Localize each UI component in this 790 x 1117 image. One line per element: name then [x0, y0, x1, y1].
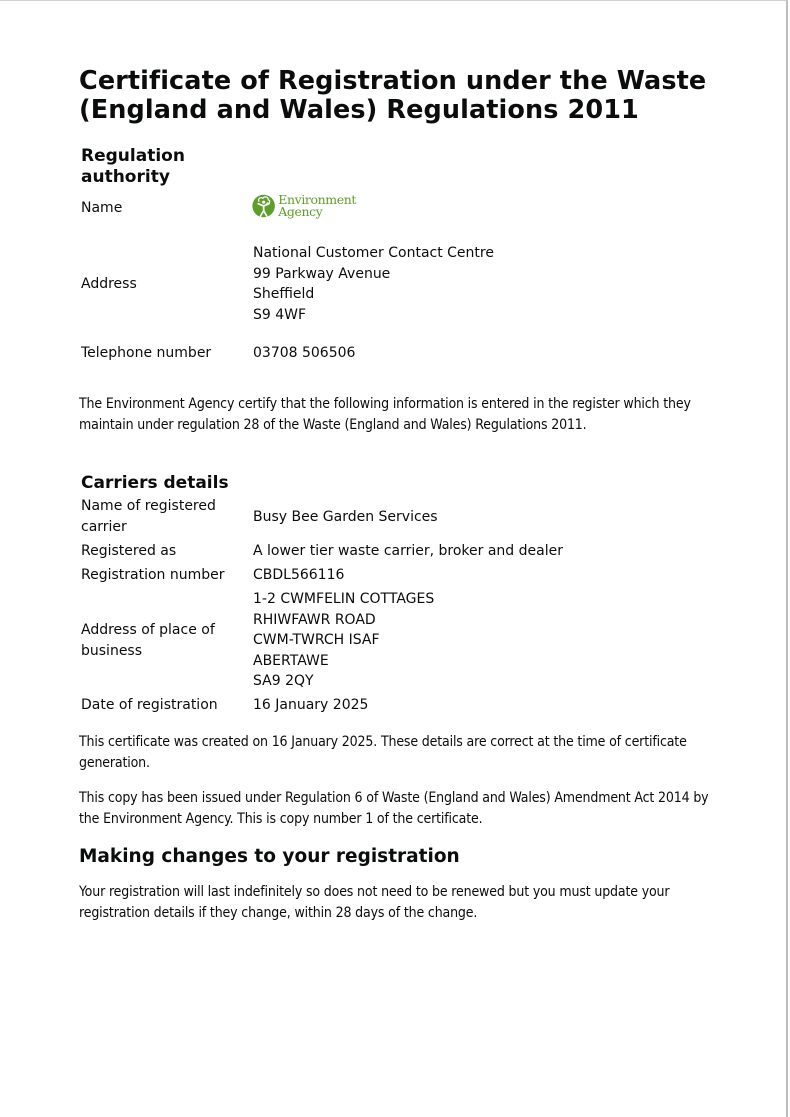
- environment-agency-logo: [252, 189, 356, 223]
- regulation-authority-heading: Regulation authority: [81, 146, 185, 187]
- telephone-value: 03708 506506: [253, 345, 356, 361]
- address-line: National Customer Contact Centre: [253, 245, 494, 261]
- address-line: 99 Parkway Avenue: [253, 265, 391, 282]
- registered-as-label: Registered as: [81, 543, 177, 559]
- address-line: Sheffield: [253, 286, 315, 303]
- registration-number-label: Registration number: [81, 567, 225, 583]
- logo-wordmark: Environment Agency: [278, 192, 356, 219]
- authority-address: [253, 243, 494, 325]
- certify-paragraph: The Environment Agency certify that the following information is entered in the register which they maintain under regulation 28 of the Waste (England and Wales) Regulations 2011.: [79, 396, 691, 433]
- created-paragraph: This certificate was created on 16 January 2025. These details are correct at the time of certificate generation.: [79, 734, 687, 771]
- carrier-name-value: Busy Bee Garden Services: [253, 509, 438, 525]
- registered-as-value: A lower tier waste carrier, broker and dealer: [253, 543, 563, 559]
- address-line: CWM-TWRCH ISAF: [253, 632, 380, 649]
- address-line: SA9 2QY: [253, 673, 314, 690]
- making-changes-heading: Making changes to your registration: [79, 846, 460, 867]
- business-address-label: Address of place of business: [81, 622, 215, 659]
- address-line: 1-2 CWMFELIN COTTAGES: [253, 591, 435, 607]
- name-label: Name: [81, 200, 123, 216]
- business-address-value: [253, 589, 434, 692]
- registration-number-value: CBDL566116: [253, 567, 345, 583]
- environment-agency-logo-icon: [252, 190, 275, 222]
- carrier-name-label: Name of registered carrier: [81, 498, 216, 535]
- making-changes-paragraph: Your registration will last indefinitely so does not need to be renewed but you must update your registration details if they change, within 28 days of the change.: [79, 884, 670, 921]
- address-line: ABERTAWE: [253, 652, 329, 669]
- address-label: Address: [81, 276, 137, 292]
- page-title: Certificate of Registration under the Waste (England and Wales) Regulations 2011: [79, 66, 707, 125]
- carriers-details-heading: Carriers details: [81, 473, 229, 493]
- registration-date-value: 16 January 2025: [253, 697, 369, 713]
- registration-date-label: Date of registration: [81, 697, 218, 713]
- telephone-label: Telephone number: [81, 345, 212, 361]
- address-line: RHIWFAWR ROAD: [253, 611, 376, 628]
- address-line: S9 4WF: [253, 306, 307, 323]
- copy-paragraph: This copy has been issued under Regulation 6 of Waste (England and Wales) Amendment Act 2014 by the Environment Agency. This is copy number 1 of the certificate.: [79, 790, 709, 827]
